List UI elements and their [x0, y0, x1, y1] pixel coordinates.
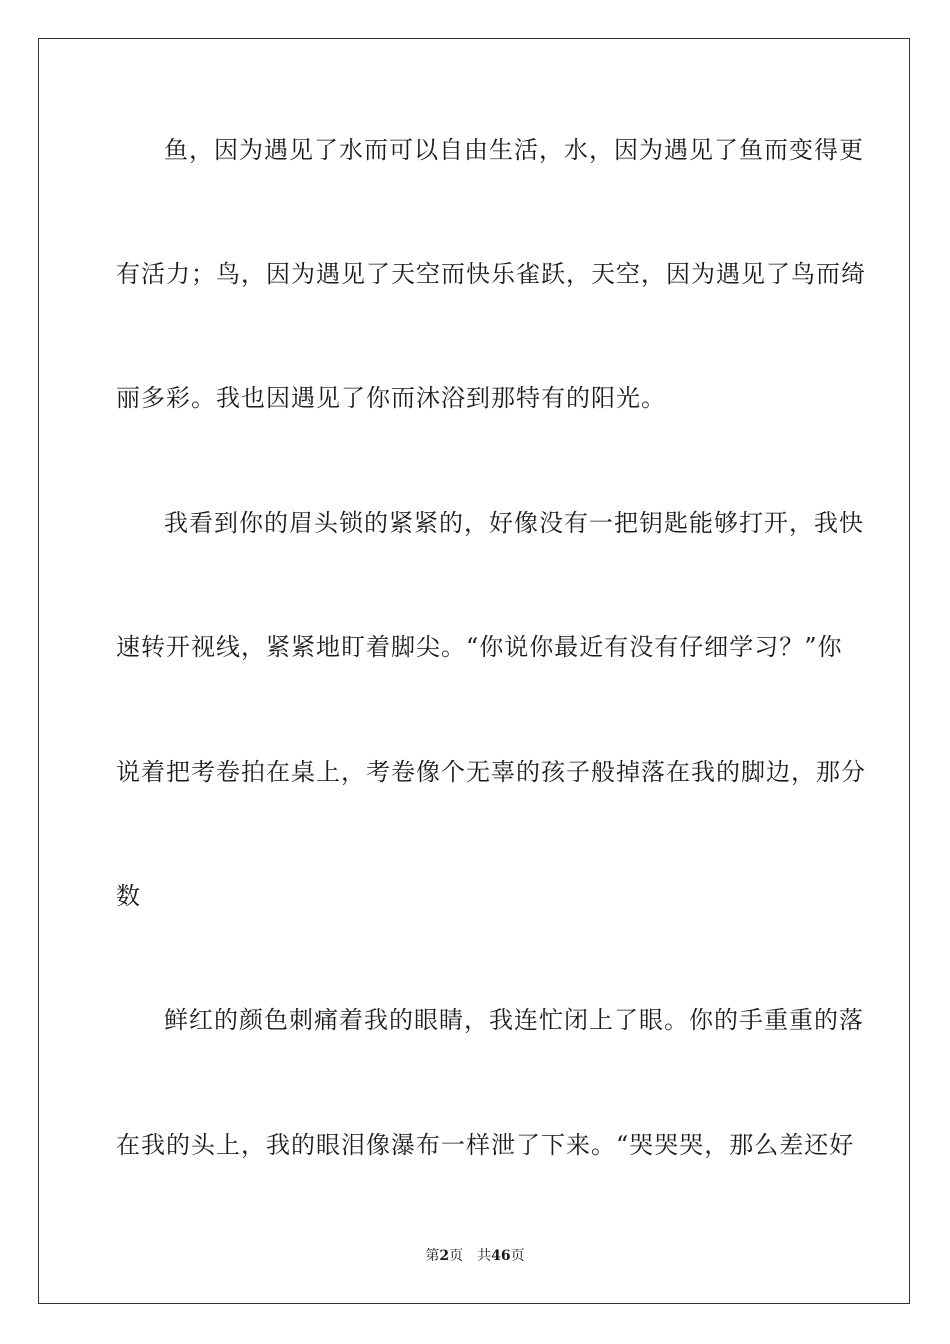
- paragraph-line-7: 数: [116, 882, 141, 910]
- page-prefix: 第: [425, 1248, 440, 1264]
- page-number: 2: [439, 1248, 450, 1264]
- paragraph-line-3: 丽多彩。我也因遇见了你而沐浴到那特有的阳光。: [116, 384, 666, 412]
- page-border: [38, 38, 910, 1304]
- paragraph-line-5: 速转开视线，紧紧地盯着脚尖。“你说你最近有没有仔细学习？”你: [116, 633, 843, 661]
- total-prefix: 共: [477, 1248, 492, 1264]
- paragraph-line-8: 鲜红的颜色刺痛着我的眼睛，我连忙闭上了眼。你的手重重的落: [164, 1006, 864, 1034]
- paragraph-line-1: 鱼，因为遇见了水而可以自由生活，水，因为遇见了鱼而变得更: [164, 136, 864, 164]
- paragraph-line-2: 有活力；鸟，因为遇见了天空而快乐雀跃，天空，因为遇见了鸟而绮: [116, 260, 866, 288]
- page-footer: [0, 1247, 950, 1265]
- total-suffix: 页: [510, 1248, 525, 1264]
- paragraph-line-4: 我看到你的眉头锁的紧紧的，好像没有一把钥匙能够打开，我快: [164, 509, 864, 537]
- page-suffix: 页: [449, 1248, 464, 1264]
- total-pages: 46: [491, 1248, 511, 1264]
- paragraph-line-6: 说着把考卷拍在桌上，考卷像个无辜的孩子般掉落在我的脚边，那分: [116, 758, 866, 786]
- paragraph-line-9: 在我的头上，我的眼泪像瀑布一样泄了下来。“哭哭哭，那么差还好: [116, 1131, 855, 1159]
